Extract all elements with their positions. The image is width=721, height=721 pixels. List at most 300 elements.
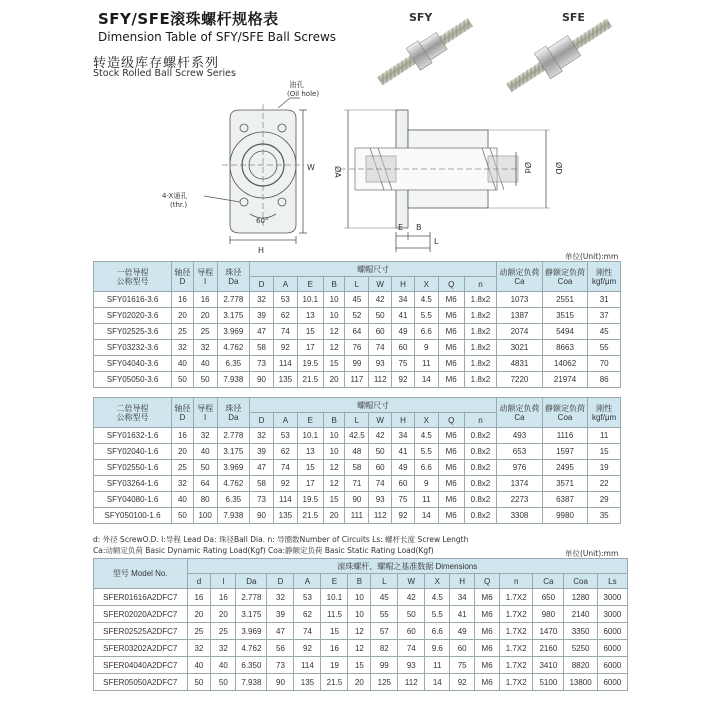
table-cell: M6 — [438, 340, 464, 356]
table-cell: 53 — [294, 589, 321, 606]
table-cell: 45 — [588, 324, 621, 340]
table-cell: 92 — [392, 508, 415, 524]
col-ca: 动额定负荷 Ca — [497, 398, 543, 428]
table-cell: 50 — [193, 460, 217, 476]
table-cell: M6 — [475, 674, 500, 691]
table-cell: 8820 — [564, 657, 597, 674]
model-cell: SFER02020A2DFC7 — [94, 606, 188, 623]
sub-col-q: Q — [475, 574, 500, 589]
table-cell: 42 — [398, 589, 425, 606]
table-cell: 9 — [414, 340, 438, 356]
table-cell: 2074 — [497, 324, 543, 340]
table-cell: M6 — [475, 606, 500, 623]
table-cell: 93 — [369, 356, 392, 372]
table-cell: 13 — [297, 308, 323, 324]
table-row — [94, 623, 628, 640]
table-row — [94, 606, 628, 623]
table-cell: 32 — [172, 476, 194, 492]
sub-col-h: H — [392, 277, 415, 292]
table-cell: 93 — [369, 492, 392, 508]
table-cell: 14062 — [542, 356, 588, 372]
table-cell: 15 — [588, 444, 621, 460]
model-cell: SFY02525-3.6 — [94, 324, 172, 340]
table-cell: 12 — [323, 340, 345, 356]
table-cell: 2.778 — [217, 428, 250, 444]
table-cell: 21.5 — [321, 674, 348, 691]
table-cell: 70 — [588, 356, 621, 372]
table-cell: 35 — [588, 508, 621, 524]
table-cell: 112 — [369, 508, 392, 524]
model-cell: SFY050100-1.6 — [94, 508, 172, 524]
table-cell: 80 — [193, 492, 217, 508]
sub-col-d: D — [250, 413, 274, 428]
sub-col-x: X — [414, 413, 438, 428]
table-cell: 16 — [172, 428, 194, 444]
table-cell: 10.1 — [297, 292, 323, 308]
table-row — [94, 372, 621, 388]
table-cell: 19.5 — [297, 356, 323, 372]
page-subtitle: 转造级库存螺杆系列 — [93, 56, 220, 71]
table-cell: 8663 — [542, 340, 588, 356]
table-row — [94, 444, 621, 460]
table-cell: 15 — [321, 623, 348, 640]
model-cell: SFY01616-3.6 — [94, 292, 172, 308]
table-row — [94, 657, 628, 674]
col-model: 型号 Model No. — [94, 559, 188, 589]
dim-small-d-label: Ød — [523, 162, 532, 174]
table-cell: 37 — [588, 308, 621, 324]
model-cell: SFY04080-1.6 — [94, 492, 172, 508]
dim-l-label: L — [434, 237, 439, 246]
table-cell: 45 — [371, 589, 398, 606]
table-cell: 41 — [392, 444, 415, 460]
table-cell: 74 — [398, 640, 425, 657]
table-cell: 2160 — [533, 640, 564, 657]
table-cell: 90 — [250, 372, 274, 388]
table-cell: 62 — [294, 606, 321, 623]
table-cell: 13800 — [564, 674, 597, 691]
table-cell: 20 — [348, 674, 371, 691]
page-title: SFY/SFE滚珠螺杆规格表 — [98, 10, 279, 28]
table-cell: 50 — [211, 674, 236, 691]
table-cell: 5.5 — [414, 444, 438, 460]
table-cell: 17 — [297, 340, 323, 356]
table-cell: M6 — [438, 460, 464, 476]
table-cell: 100 — [193, 508, 217, 524]
thru-hole-label: 4-X通孔 — [162, 192, 188, 200]
legend-note-1: d: 外径 ScrewO.D. I:导程 Lead Da: 珠径Ball Dia. n: 导圈数Number of Circuits Ls: 螺杆长度 Screw Length — [93, 535, 469, 544]
table-cell: 42 — [369, 292, 392, 308]
table-cell: 32 — [211, 640, 236, 657]
table-cell: 25 — [211, 623, 236, 640]
table-cell: 52 — [345, 308, 369, 324]
table-cell: 1.7X2 — [500, 640, 533, 657]
sub-col-d: d — [187, 574, 211, 589]
table-cell: 9980 — [542, 508, 588, 524]
table-cell: 3.175 — [217, 308, 250, 324]
model-cell: SFY02550-1.6 — [94, 460, 172, 476]
table-cell: 32 — [172, 340, 194, 356]
table-cell: 3350 — [564, 623, 597, 640]
table-cell: 20 — [193, 308, 217, 324]
sub-col-w: W — [398, 574, 425, 589]
table-cell: 135 — [294, 674, 321, 691]
table-cell: 39 — [250, 308, 274, 324]
table-cell: 56 — [267, 640, 294, 657]
table-cell: 6387 — [542, 492, 588, 508]
table-cell: 20 — [172, 444, 194, 460]
sub-col-a: A — [273, 277, 297, 292]
table-cell: 16 — [172, 292, 194, 308]
table-cell: 6000 — [597, 623, 627, 640]
table-cell: 64 — [193, 476, 217, 492]
table-cell: 25 — [172, 324, 194, 340]
table-cell: 1387 — [497, 308, 543, 324]
table-cell: 0.8x2 — [464, 444, 497, 460]
sub-col-ls: Ls — [597, 574, 627, 589]
table-cell: 16 — [211, 589, 236, 606]
table-cell: 12 — [323, 476, 345, 492]
table-cell: 5.5 — [425, 606, 450, 623]
table-cell: 32 — [193, 428, 217, 444]
table-cell: 19 — [321, 657, 348, 674]
table-cell: 20 — [323, 372, 345, 388]
table-cell: 40 — [193, 356, 217, 372]
table-cell: 6.6 — [414, 460, 438, 476]
table-cell: M6 — [438, 356, 464, 372]
table-cell: M6 — [475, 657, 500, 674]
table-cell: 75 — [392, 356, 415, 372]
table-cell: 10.1 — [297, 428, 323, 444]
table-cell: 60 — [392, 476, 415, 492]
col-ca: 动额定负荷 Ca — [497, 262, 543, 292]
model-cell: SFER05050A2DFC7 — [94, 674, 188, 691]
table-cell: M6 — [475, 589, 500, 606]
table-cell: 6.6 — [425, 623, 450, 640]
table-cell: 10 — [348, 606, 371, 623]
table-cell: 92 — [273, 340, 297, 356]
table-cell: 16 — [187, 589, 211, 606]
table-cell: 1.8x2 — [464, 372, 497, 388]
table-cell: 64 — [345, 324, 369, 340]
table-cell: 1.7X2 — [500, 589, 533, 606]
table-cell: 11 — [414, 356, 438, 372]
table-cell: 60 — [369, 324, 392, 340]
table-cell: 1374 — [497, 476, 543, 492]
table-cell: 12 — [323, 460, 345, 476]
table-cell: 19.5 — [297, 492, 323, 508]
table-cell: 13 — [297, 444, 323, 460]
table-cell: 10 — [348, 589, 371, 606]
sub-col-b: B — [323, 277, 345, 292]
table-cell: 1470 — [533, 623, 564, 640]
table-row — [94, 508, 621, 524]
table-cell: 31 — [588, 292, 621, 308]
page-title-en: Dimension Table of SFY/SFE Ball Screws — [98, 30, 337, 44]
table-cell: 62 — [273, 308, 297, 324]
table-cell: 11 — [588, 428, 621, 444]
table-cell: 14 — [414, 508, 438, 524]
table-cell: 10 — [323, 308, 345, 324]
table-cell: 10 — [323, 444, 345, 460]
model-cell: SFY03232-3.6 — [94, 340, 172, 356]
sfy-label: SFY — [409, 11, 433, 24]
table-cell: M6 — [475, 623, 500, 640]
table-cell: 1073 — [497, 292, 543, 308]
table-cell: 1.8x2 — [464, 324, 497, 340]
table-cell: 112 — [369, 372, 392, 388]
dim-e-label: E — [398, 223, 404, 232]
table-cell: 49 — [392, 324, 415, 340]
table-cell: 53 — [273, 292, 297, 308]
sub-col-coa: Coa — [564, 574, 597, 589]
dim-b-label: B — [416, 223, 422, 232]
table-cell: 41 — [450, 606, 475, 623]
model-cell: SFY04040-3.6 — [94, 356, 172, 372]
sub-col-e: E — [321, 574, 348, 589]
table-cell: 4.762 — [217, 340, 250, 356]
table-cell: 1.8x2 — [464, 340, 497, 356]
table-cell: 32 — [250, 292, 274, 308]
sub-col-i: I — [211, 574, 236, 589]
table-cell: 92 — [294, 640, 321, 657]
table-cell: 50 — [369, 444, 392, 460]
table-cell: 5.5 — [414, 308, 438, 324]
table-cell: 3.175 — [236, 606, 267, 623]
col-lead: 导程 I — [193, 398, 217, 428]
table-cell: 74 — [273, 460, 297, 476]
col-lead: 导程 I — [193, 262, 217, 292]
table-cell: 6.6 — [414, 324, 438, 340]
table-cell: 15 — [348, 657, 371, 674]
sub-col-a: A — [273, 413, 297, 428]
table-cell: 114 — [273, 492, 297, 508]
model-cell: SFY03264-1.6 — [94, 476, 172, 492]
table-cell: 32 — [193, 340, 217, 356]
sub-col-a: A — [294, 574, 321, 589]
table-cell: 76 — [345, 340, 369, 356]
table-cell: 48 — [345, 444, 369, 460]
table-cell: 90 — [250, 508, 274, 524]
table-cell: 73 — [250, 356, 274, 372]
table-cell: 39 — [267, 606, 294, 623]
oil-hole-label-en: (Oil hole) — [287, 90, 320, 98]
table-cell: 9 — [414, 476, 438, 492]
table-cell: 0.8x2 — [464, 428, 497, 444]
table-cell: M6 — [438, 292, 464, 308]
table-cell: 1.7X2 — [500, 657, 533, 674]
table-cell: 90 — [267, 674, 294, 691]
table-cell: 3571 — [542, 476, 588, 492]
col-shaft: 轴径 D — [172, 398, 194, 428]
table-cell: 47 — [267, 623, 294, 640]
sub-col-q: Q — [438, 413, 464, 428]
table-cell: 976 — [497, 460, 543, 476]
model-cell: SFER03202A2DFC7 — [94, 640, 188, 657]
table-cell: 50 — [398, 606, 425, 623]
table-cell: 1.7X2 — [500, 606, 533, 623]
table-cell: 42.5 — [345, 428, 369, 444]
table-cell: M6 — [438, 492, 464, 508]
model-cell: SFY01632-1.6 — [94, 428, 172, 444]
model-cell: SFER02525A2DFC7 — [94, 623, 188, 640]
col-coa: 静额定负荷 Coa — [542, 398, 588, 428]
table-cell: 11 — [425, 657, 450, 674]
table-cell: 4.5 — [414, 428, 438, 444]
table-cell: 40 — [172, 492, 194, 508]
table-cell: 16 — [321, 640, 348, 657]
table-cell: 73 — [250, 492, 274, 508]
table-cell: 25 — [187, 623, 211, 640]
table-cell: 2495 — [542, 460, 588, 476]
table-cell: 21974 — [542, 372, 588, 388]
table-cell: 1.8x2 — [464, 356, 497, 372]
table-cell: 10 — [323, 428, 345, 444]
table-cell: 49 — [392, 460, 415, 476]
legend-note-2: Ca:动额定负荷 Basic Dynamic Rating Load(Kgf) Coa:静额定负荷 Basic Static Rating Load(Kgf) — [93, 546, 434, 555]
angle-label: 60° — [256, 217, 269, 225]
table-cell: 17 — [297, 476, 323, 492]
table-row — [94, 324, 621, 340]
table-cell: 11.5 — [321, 606, 348, 623]
table-cell: 40 — [187, 657, 211, 674]
table-cell: 15 — [297, 460, 323, 476]
table-cell: 29 — [588, 492, 621, 508]
table-cell: 16 — [193, 292, 217, 308]
table-row — [94, 460, 621, 476]
table-cell: 32 — [187, 640, 211, 657]
table-row — [94, 674, 628, 691]
table-cell: 7220 — [497, 372, 543, 388]
table-cell: 99 — [371, 657, 398, 674]
sub-col-x: X — [414, 277, 438, 292]
table-cell: M6 — [438, 508, 464, 524]
table-cell: 41 — [392, 308, 415, 324]
unit-label: 单位(Unit):mm — [565, 252, 619, 261]
table-cell: 135 — [273, 372, 297, 388]
sub-col-w: W — [369, 413, 392, 428]
table-cell: 114 — [273, 356, 297, 372]
table-row — [94, 428, 621, 444]
table-cell: 7.938 — [236, 674, 267, 691]
table-cell: 2551 — [542, 292, 588, 308]
table-cell: 7.938 — [217, 372, 250, 388]
table-cell: 74 — [294, 623, 321, 640]
sfy-product-image — [373, 11, 478, 92]
table-cell: 112 — [398, 674, 425, 691]
col-nut-dims: 螺帽尺寸 — [250, 262, 497, 277]
table-row — [94, 292, 621, 308]
table-cell: 55 — [588, 340, 621, 356]
sub-col-ca: Ca — [533, 574, 564, 589]
table-cell: 40 — [193, 444, 217, 460]
table-cell: 32 — [250, 428, 274, 444]
col-coa: 静额定负荷 Coa — [542, 262, 588, 292]
dim-h-label: H — [258, 246, 265, 255]
sub-col-q: Q — [438, 277, 464, 292]
table-cell: 57 — [371, 623, 398, 640]
table-cell: 6000 — [597, 657, 627, 674]
table-cell: 60 — [392, 340, 415, 356]
table-cell: 60 — [450, 640, 475, 657]
table-cell: 2.778 — [217, 292, 250, 308]
table-cell: 3.175 — [217, 444, 250, 460]
table-cell: 21.5 — [297, 372, 323, 388]
table-cell: 1.8x2 — [464, 292, 497, 308]
table-cell: 6000 — [597, 674, 627, 691]
table-cell: 40 — [172, 356, 194, 372]
table-cell: 15 — [323, 356, 345, 372]
table-cell: 93 — [398, 657, 425, 674]
table-cell: 12 — [323, 324, 345, 340]
table-cell: 50 — [172, 508, 194, 524]
table-cell: 7.938 — [217, 508, 250, 524]
table-cell: 3.969 — [217, 324, 250, 340]
table-cell: 6.35 — [217, 492, 250, 508]
table-row — [94, 340, 621, 356]
table-double-lead — [93, 397, 621, 524]
table-cell: 12 — [348, 623, 371, 640]
table-cell: 4.5 — [414, 292, 438, 308]
table-cell: 75 — [450, 657, 475, 674]
table-cell: 14 — [414, 372, 438, 388]
table-cell: 5494 — [542, 324, 588, 340]
table-cell: 92 — [392, 372, 415, 388]
model-cell: SFY05050-3.6 — [94, 372, 172, 388]
table-cell: 3410 — [533, 657, 564, 674]
table-cell: 34 — [392, 428, 415, 444]
table-cell: 82 — [371, 640, 398, 657]
col-ball: 珠径 Da — [217, 262, 250, 292]
table-cell: 50 — [187, 674, 211, 691]
sub-col-b: B — [323, 413, 345, 428]
table-cell: 980 — [533, 606, 564, 623]
table-cell: 4831 — [497, 356, 543, 372]
table-cell: 25 — [193, 324, 217, 340]
col-model: 一倍导程 公称型号 — [94, 262, 172, 292]
table-row — [94, 308, 621, 324]
table-cell: 2140 — [564, 606, 597, 623]
sub-col-n: n — [464, 413, 497, 428]
sub-col-x: X — [425, 574, 450, 589]
table-cell: 0.8x2 — [464, 476, 497, 492]
table-cell: 111 — [345, 508, 369, 524]
table-cell: 15 — [297, 324, 323, 340]
col-dimensions: 滚珠螺杆、螺帽之基准数据 Dimensions — [187, 559, 628, 574]
table-cell: 62 — [273, 444, 297, 460]
table-cell: M6 — [438, 308, 464, 324]
sub-col-h: H — [450, 574, 475, 589]
col-shaft: 轴径 D — [172, 262, 194, 292]
table-cell: 50 — [193, 372, 217, 388]
page-subtitle-en: Stock Rolled Ball Screw Series — [93, 68, 236, 79]
table-cell: 39 — [250, 444, 274, 460]
unit-label-2: 单位(Unit):mm — [565, 549, 619, 558]
model-cell: SFY02020-3.6 — [94, 308, 172, 324]
table-cell: 1597 — [542, 444, 588, 460]
table-cell: M6 — [475, 640, 500, 657]
thru-hole-label-en: (thr.) — [170, 201, 188, 209]
table-cell: 40 — [211, 657, 236, 674]
table-cell: 653 — [497, 444, 543, 460]
table-cell: 58 — [250, 340, 274, 356]
table-cell: 6000 — [597, 640, 627, 657]
dim-d-label: ØD — [554, 162, 563, 175]
table-single-lead — [93, 261, 621, 388]
table-cell: 3000 — [597, 589, 627, 606]
table-cell: 3.969 — [217, 460, 250, 476]
table-cell: 92 — [273, 476, 297, 492]
